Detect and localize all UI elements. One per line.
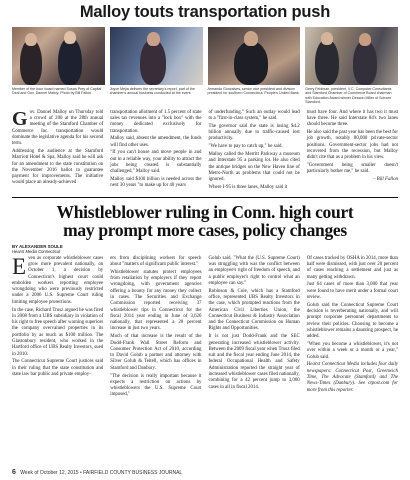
article2-column-1 (12, 253, 104, 401)
paragraph: transportation allotment of 1.5 percent of state sales tax revenues into a "lock box" with the money dedicated exclusively for transportation. (110, 109, 202, 134)
photo-caption: Armando Gonzalves, senior vice president and division president for southern Connecticut, People's United Bank. (207, 87, 300, 96)
paragraph: of underfunding." Such an outlay would lead to a "first-in-class system," he said. (208, 109, 300, 121)
photo-malloy-prey (12, 27, 105, 85)
article2-column-3 (209, 256, 300, 401)
article2-headline (12, 203, 398, 239)
paragraph: He also said the past year has been the best for job growth, notably 80,000 private-sector positions. Government-sector jobs had not recovered from the recession, but Malloy didn't cite that as a problem in his view. (306, 130, 399, 161)
headline-line: Whistleblower ruling in Conn. high court (56, 201, 354, 222)
author-credit: – Bill Fallon (373, 177, 398, 183)
paragraph: Much of that increase is the result of the Dodd-Frank Wall Street Reform and Consumer Protection Act of 2010, according to David Golub a partner and attorney with Silver Golub & Teitell, which has offices in Stamford and Danbury. (110, 334, 202, 371)
paragraph: It is not just Dodd-Frank and the SEC generating increased whistleblower activity. Between the 2009 fiscal year when Trusz filed suit and the fiscal year ending June 2014, the federal Occupational Health and Safety Administration reported the straight year of increased whistleblower cases filed nationally, combining for a 42 percent jump to 3,060 cases in all in fiscal 2014. (208, 334, 300, 390)
paragraph: Malloy said $100 billion is needed across the next 30 years "to make up for 40 years (110, 177, 202, 189)
article1-column-2 (110, 110, 201, 193)
paragraph: Just 64 cases of more than 3,000 that year were found to have merit under a formal court review. (306, 282, 398, 300)
article1-column-1 (12, 107, 104, 193)
byline: BY ALEXANDER SOULE (12, 243, 63, 249)
paragraph: "We have to pay to catch up," he said. (208, 144, 283, 150)
article2-column-4 (307, 256, 398, 401)
byline-affiliation: Hearst Media Connecticut (12, 248, 61, 254)
photo-armando-gonzalves (208, 27, 301, 85)
paragraph: ven as corporate whistleblower cases grow more prevalent nationally, on October 1, a decision by Connecticut's highest court could embolden workers reporting employee wrongdoing who were previously restricted under a 2006 U.S. Supreme Court ruling limiting employee protections. (12, 255, 104, 305)
paragraph: "Government being smaller doesn't particularly bother me," he said. (306, 163, 398, 175)
page-footer (12, 469, 182, 476)
section-divider (12, 197, 398, 198)
dropcap: E (12, 253, 27, 279)
photo-feldman-miller (305, 27, 398, 85)
article1-column-3 (209, 110, 300, 193)
paragraph: Golub said the Connecticut Supreme Court decision is reverberating nationally, and will prompt corporate personnel departments to review their policies. Choosing to become a whistleblower remains a daunting prospect, he added. (306, 302, 398, 340)
photo-row (12, 27, 398, 85)
paragraph: Where I-95 is three lanes, Malloy said it (208, 184, 288, 190)
article2-body (12, 253, 398, 401)
paragraph: Whistleblower statutes protect employees from retaliation by employers if they report wrongdoing, with government agencies offering a bounty for any money they collect in cases. The Securities and Exchange Commission reported receiving 37 whistleblower tips in Connecticut for the fiscal 2014 year ending in June of 3,620 nationally, that represented a 20 percent increase in just two years. (110, 269, 202, 332)
photo-caption: Member of the hour board named Susan Prey of Capital Deal and Gov. Dannel Malloy. Photo by Bill Fallon (12, 87, 102, 96)
paragraph: Robinson & Cole, which has a Stamford office, represented UBS Realty Investors in the case, which prompted reactions from the American Civil Liberties Union, the Connecticut Business & Industry Association and the Connecticut Commission on Human Rights and Opportunities. (208, 288, 300, 332)
paragraph: Malloy called the Merritt Parkway a museum and Interstate 95 a parking lot. He also cited the antique bridges on the New Haven line of Metro-North as problems that could not be ignored. (208, 151, 300, 183)
photo-caption: Joyce Mejia delivers the secretary's report, part of the chamber's annual business conducted at the event. (109, 87, 195, 96)
headline-line: may prompt more cases, policy changes (63, 219, 347, 240)
photo-joyce-mejia (110, 27, 203, 85)
photo-caption: Gerry Feldman, president, V.C. Computer Consultants and Stamford Chamber of Commerce Board chairman with Education Award winner Deacon Miller of Schoen Stamford. (305, 87, 392, 105)
dropcap: G (12, 107, 28, 130)
publisher-note: Hearst Connecticut Media includes four daily newspapers: Connecticut Post, Greenwich Time, The Advocate (Stamford) and The News-Times (Danbury). See ctpost.com for more from this reporter. (306, 362, 398, 393)
paragraph: In the case, Richard Trusz argued he was fired in 2008 from a UBS subsidiary in violation of his right to free speech after warning superiors the company overvalued properties in its portfolio by as much as $100 million. The Glastonbury resident, who worked in the Hartford office of UBS Realty Investors, sued in 2010. (12, 307, 104, 357)
article1-column-4 (307, 110, 398, 193)
paragraph: Golub said. "What the (U.S. Supreme Court) was struggling with was the conflict between an employee's right of freedom of speech, and a public employer's right to control what an employee can say." (208, 255, 300, 286)
paragraph: Of cases tracked by OSHA in 2014, more than half were dismissed, with just over 20 percent of cases reaching a settlement and just as many getting withdrawn. (306, 255, 398, 280)
article1-body (12, 107, 399, 193)
page-number: 6 (12, 469, 16, 476)
paragraph: ers from disciplining workers for speech about "matters of significant public interest." (110, 255, 202, 267)
paragraph: ov. Dannel Malloy on Thursday told a crowd of 200 at the 28th annual meeting of the Stamford Chamber of Commerce Inc. transportation would dominate the legislative agenda for his second term. (12, 109, 104, 147)
article1-headline: Malloy touts transportation push (79, 3, 331, 21)
caption-row (12, 87, 398, 105)
paragraph: Malloy said, absent the amendment, the funds will find other uses. (110, 136, 202, 148)
paragraph: "When you become a whistleblower, it's not over within a week or a month or a year," Golub said. (306, 342, 398, 360)
paragraph: Addressing the audience at the Stamford Marriott Hotel & Spa, Malloy said he will ask for an amendment to the state constitution on the November 2016 ballot to guarantee payment for improvements. The initiative would place an already-achieved (12, 148, 104, 186)
paragraph: "If you can't house and move people in and out in a reliable way, your ability to attract the jobs being created is substantially challenged," Malloy said. (110, 150, 202, 175)
footer-text: Week of October 12, 2015 • FAIRFIELD COUNTY BUSINESS JOURNAL (20, 470, 183, 476)
paragraph: The Connecticut Supreme Court justices said in their ruling that the state constitution and state law bar public and private employ- (12, 359, 104, 378)
article2-column-2 (110, 256, 201, 401)
paragraph: "The decision is really important because it expects a restriction on actions by whistleblowers the U.S. Supreme Court imposed," (110, 373, 202, 398)
paragraph: must have four. And where it has two it must have three. He said Interstate 84's two lanes should become three. (306, 109, 398, 128)
paragraph: The governor said the state is losing $4.2 billion annually due to traffic-caused lost productivity. (208, 123, 300, 142)
